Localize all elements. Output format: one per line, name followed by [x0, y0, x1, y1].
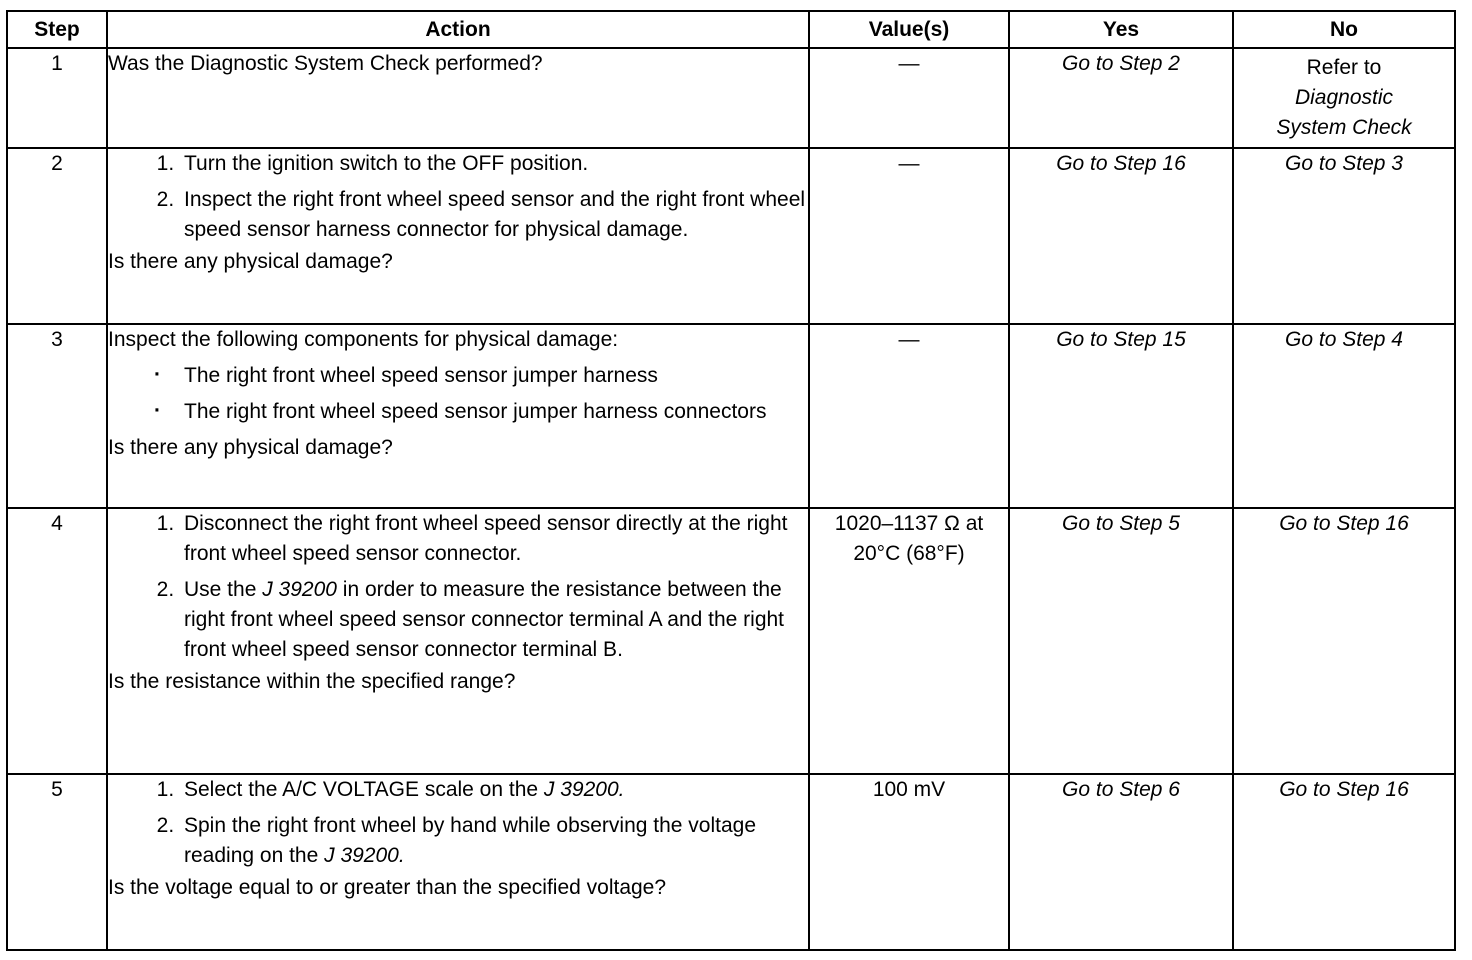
- value-line: 1020–1137 Ω at: [834, 512, 984, 535]
- step-number: 2: [7, 148, 107, 324]
- action-steps: [108, 509, 808, 665]
- step-number: 5: [7, 774, 107, 950]
- table-row: [7, 148, 1455, 324]
- action-step: 1. Disconnect the right front wheel speed sensor directly at the right front wheel speed sensor connector.: [180, 509, 808, 569]
- table-row: [7, 774, 1455, 950]
- action-question: Is there any physical damage?: [108, 436, 393, 459]
- tool-reference: J 39200.: [543, 778, 625, 801]
- header-values: Value(s): [809, 11, 1009, 48]
- no-cell: Go to Step 4: [1233, 324, 1455, 508]
- action-cell: [107, 324, 809, 508]
- action-question: Is the resistance within the specified range?: [108, 670, 516, 693]
- no-cell: Go to Step 3: [1233, 148, 1455, 324]
- no-cell: Go to Step 16: [1233, 774, 1455, 950]
- action-cell: [107, 148, 809, 324]
- action-steps: [108, 775, 808, 871]
- component-list: [108, 361, 808, 427]
- value-cell: —: [809, 48, 1009, 148]
- no-cell: [1233, 48, 1455, 148]
- text-segment: Spin the right front wheel by hand while observing the voltage reading on the: [184, 814, 757, 867]
- value-cell: [809, 508, 1009, 774]
- diagnostic-table: [6, 10, 1456, 951]
- step-number: 3: [7, 324, 107, 508]
- component-item: · The right front wheel speed sensor jumper harness connectors: [180, 397, 808, 427]
- yes-cell: Go to Step 16: [1009, 148, 1233, 324]
- action-step: 2. Inspect the right front wheel speed sensor and the right front wheel speed sensor harness connector for physical damage.: [180, 185, 808, 245]
- action-cell: [107, 774, 809, 950]
- text-segment: in order to measure the resistance between the right front wheel speed sensor connector terminal A and the right front wheel speed sensor connector terminal B.: [184, 578, 785, 661]
- text-segment: Use the: [184, 578, 263, 601]
- header-row: [7, 11, 1455, 48]
- value-cell: —: [809, 324, 1009, 508]
- no-line: Diagnostic: [1294, 86, 1394, 109]
- step-number: 4: [7, 508, 107, 774]
- action-cell: [107, 48, 809, 148]
- action-question: Is the voltage equal to or greater than the specified voltage?: [108, 876, 667, 899]
- yes-cell: Go to Step 5: [1009, 508, 1233, 774]
- action-intro: Inspect the following components for physical damage:: [108, 328, 619, 351]
- action-question: Is there any physical damage?: [108, 250, 393, 273]
- action-step: [180, 775, 808, 805]
- table-row: [7, 508, 1455, 774]
- action-question: Was the Diagnostic System Check performed?: [108, 52, 543, 75]
- no-line: System Check: [1276, 116, 1412, 139]
- component-item: · The right front wheel speed sensor jumper harness: [180, 361, 808, 391]
- step-number: 1: [7, 48, 107, 148]
- table-row: [7, 48, 1455, 148]
- action-step: [180, 811, 808, 871]
- action-steps: [108, 149, 808, 245]
- action-step: 1. Turn the ignition switch to the OFF position.: [180, 149, 808, 179]
- no-line: Refer to: [1306, 56, 1382, 79]
- no-cell: Go to Step 16: [1233, 508, 1455, 774]
- value-line: 20°C (68°F): [853, 542, 965, 565]
- action-cell: [107, 508, 809, 774]
- tool-reference: J 39200.: [324, 844, 405, 867]
- value-cell: —: [809, 148, 1009, 324]
- tool-reference: J 39200: [262, 578, 337, 601]
- table-row: [7, 324, 1455, 508]
- header-no: No: [1233, 11, 1455, 48]
- yes-cell: Go to Step 6: [1009, 774, 1233, 950]
- action-step: [180, 575, 808, 665]
- diagnostic-document: [6, 10, 1454, 951]
- header-yes: Yes: [1009, 11, 1233, 48]
- text-segment: Select the A/C VOLTAGE scale on the: [184, 778, 544, 801]
- yes-cell: Go to Step 2: [1009, 48, 1233, 148]
- header-step: Step: [7, 11, 107, 48]
- value-cell: 100 mV: [809, 774, 1009, 950]
- yes-cell: Go to Step 15: [1009, 324, 1233, 508]
- header-action: Action: [107, 11, 809, 48]
